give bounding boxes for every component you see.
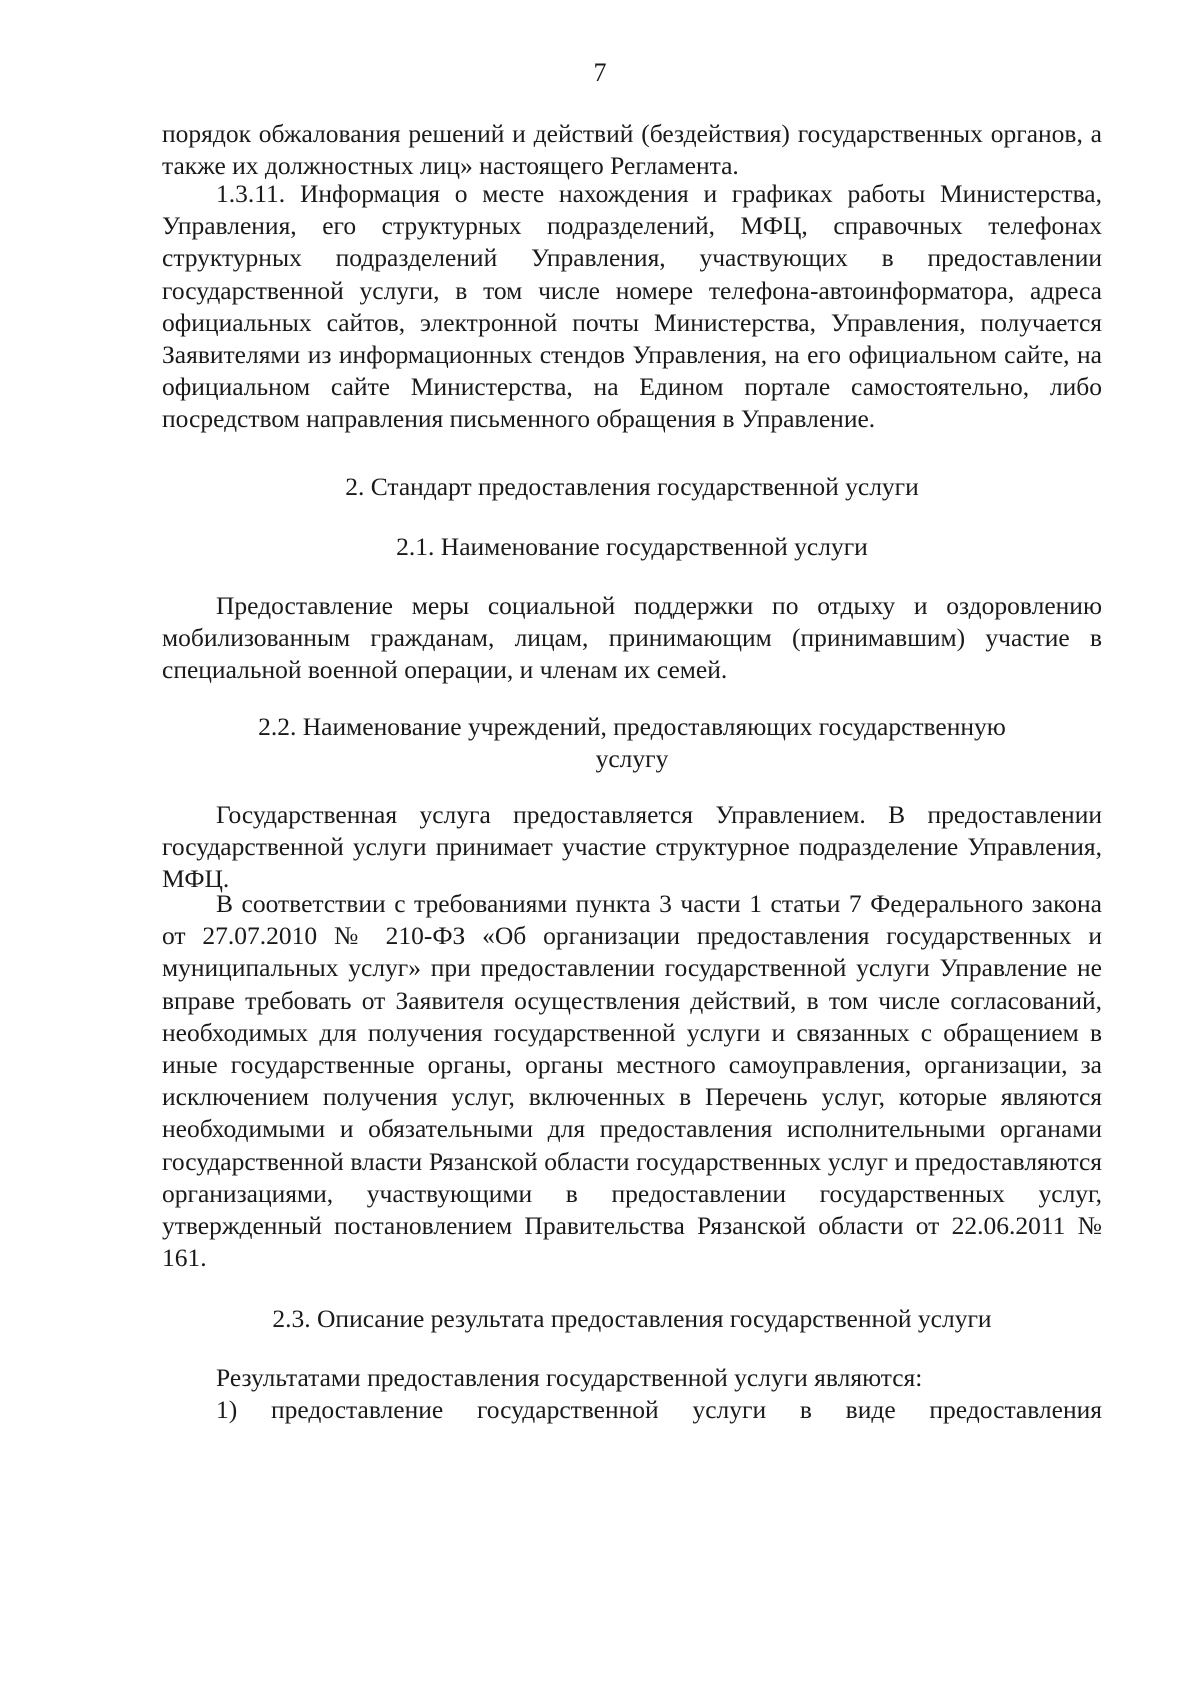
paragraph-2-2-provider: Государственная услуга предоставляется Управлением. В предоставлении государственной услуги принимает участие структурное подразделение Управления, МФЦ. (162, 800, 1102, 894)
paragraph-2-3-item-1: 1) предоставление государственной услуги в виде предоставления (216, 1395, 1102, 1424)
section-heading-2-1: 2.1. Наименование государственной услуги (396, 532, 868, 561)
paragraph-2-3-results: Результатами предоставления государственной услуги являются: (216, 1363, 923, 1392)
paragraph-2-2-requirements: В соответствии с требованиями пункта 3 части 1 статьи 7 Федерального закона от 27.07.2010 № 210-ФЗ «Об организации предоставления государственных и муниципальных услуг» при предоставлении государственной услуги Управление не вправе требовать от Заявителя осуществления действий, в том числе согласований, необходимых для получения государственной услуги и связанных с обращением в иные государственные органы, органы местного самоуправления, организации, за исключением получения услуг, включенных в Перечень услуг, которые являются необходимыми и обязательными для предоставления исполнительными органами государственной власти Рязанской области государственных услуг и предоставляются организациями, участвующими в предоставлении государственных услуг, утвержденный постановлением Правительства Рязанской области от 22.06.2011 № 161. (162, 889, 1102, 1273)
paragraph-1-3-11: 1.3.11. Информация о месте нахождения и графиках работы Министерства, Управления, его структурных подразделений, МФЦ, справочных телефонах структурных подразделений Управления, участвующих в предоставлении государственной услуги, в том числе номере телефона-автоинформатора, адреса официальных сайтов, электронной почты Министерства, Управления, получается Заявителями из информационных стендов Управления, на его официальном сайте, на официальном сайте Министерства, на Едином портале самостоятельно, либо посредством направления письменного обращения в Управление. (162, 179, 1102, 434)
section-heading-2: 2. Стандарт предоставления государственной услуги (345, 472, 919, 501)
page-number: 7 (593, 58, 607, 87)
paragraph-2-1: Предоставление меры социальной поддержки по отдыху и оздоровлению мобилизованным гражданам, лицам, принимающим (принимавшим) участие в специальной военной операции, и членам их семей. (162, 591, 1102, 685)
section-heading-2-3: 2.3. Описание результата предоставления государственной услуги (272, 1304, 992, 1333)
section-heading-2-2: 2.2. Наименование учреждений, предоставляющих государственную услугу (258, 712, 1006, 774)
paragraph-appeal-procedure: порядок обжалования решений и действий (бездействия) государственных органов, а также их должностных лиц» настоящего Регламента. (162, 119, 1102, 181)
